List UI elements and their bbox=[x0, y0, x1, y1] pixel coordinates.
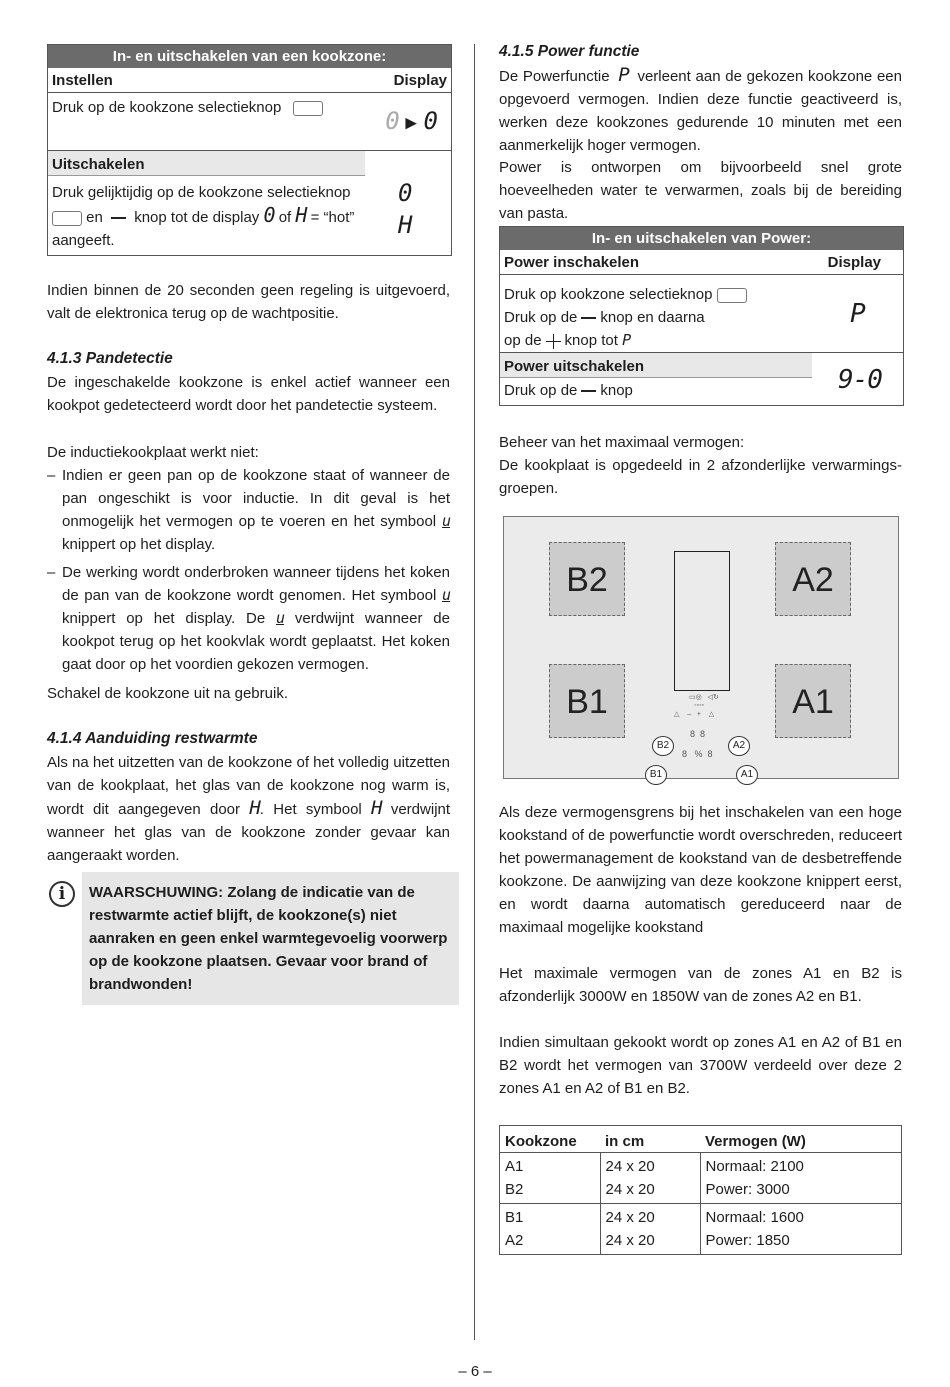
plus-icon bbox=[546, 334, 561, 349]
circle-label-a2: A2 bbox=[728, 736, 750, 756]
zone-name: A2 bbox=[505, 1232, 524, 1249]
symbol-h: H bbox=[249, 797, 260, 819]
zone-size: 24 x 20 bbox=[605, 1209, 655, 1226]
column-divider bbox=[474, 44, 475, 1340]
table-header-row bbox=[48, 68, 451, 93]
zone-name: A1 bbox=[505, 1158, 524, 1175]
row2-line2 bbox=[52, 204, 362, 229]
select-key-icon bbox=[293, 101, 323, 116]
rest-text-c: verdwijnt wanneer het glas van de kookzone zonder gevaar kan aangeraakt worden. bbox=[47, 801, 451, 864]
power-in-text bbox=[504, 283, 747, 352]
power-uit-l4b-text: knop bbox=[600, 382, 633, 399]
bullet2-text-b: knippert op het display. De bbox=[62, 610, 266, 627]
warning-box bbox=[82, 872, 459, 1005]
pan-symbol: u bbox=[441, 586, 450, 604]
cell-power bbox=[700, 1204, 902, 1255]
col-display: Display bbox=[827, 254, 881, 271]
rest-text-b: . Het symbool bbox=[259, 801, 362, 818]
symbol-zero: 0 bbox=[263, 203, 275, 227]
cooktop-diagram bbox=[503, 516, 899, 779]
row-uitschakelen bbox=[48, 151, 451, 255]
power-table-header bbox=[500, 250, 903, 275]
power-uit-l4-text: Druk op de bbox=[504, 382, 578, 399]
para-restwarmte bbox=[47, 751, 450, 867]
pan-symbol: u bbox=[441, 512, 450, 530]
col-instellen: Instellen bbox=[52, 72, 113, 89]
power-in-l3-text: op de bbox=[504, 332, 542, 349]
circle-label-b2: B2 bbox=[652, 736, 674, 756]
zone-name: B1 bbox=[505, 1209, 524, 1226]
col-vermogen: Vermogen (W) bbox=[700, 1126, 902, 1153]
control-digits-icon: 8 % 8 bbox=[682, 749, 713, 759]
row1-text: Druk op de kookzone selectieknop bbox=[52, 99, 282, 116]
heading-restwarmte: 4.1.4 Aanduiding restwarmte bbox=[47, 730, 258, 747]
arrow-right-icon: ▶ bbox=[405, 114, 417, 132]
para-wachtpositie: Indien binnen de 20 seconden geen regeling is uitgevoerd, valt de elektronica terug op de wachtpositie. bbox=[47, 282, 450, 322]
cell-size bbox=[600, 1204, 700, 1255]
col-power-inschakelen: Power inschakelen bbox=[504, 254, 640, 271]
col-in-cm: in cm bbox=[600, 1126, 700, 1153]
zone-power: Normaal: 2100 bbox=[705, 1158, 804, 1175]
col-kookzone: Kookzone bbox=[500, 1126, 601, 1153]
zone-a1: A1 bbox=[775, 664, 851, 738]
power-table bbox=[499, 226, 904, 406]
para-werkt-niet: De inductiekookplaat werkt niet: bbox=[47, 444, 259, 461]
bullet-list bbox=[47, 464, 450, 681]
bullet-geen-pan bbox=[47, 464, 450, 556]
page-number: – 6 – bbox=[458, 1363, 492, 1380]
power-in-l3b-text: knop tot bbox=[564, 332, 618, 349]
info-icon: i bbox=[49, 881, 75, 907]
heading-pandetectie: 4.1.3 Pandetectie bbox=[47, 350, 173, 367]
power-in-l1-text: Druk op kookzone selectieknop bbox=[504, 286, 713, 303]
para-beheer-title: Beheer van het maximaal vermogen: bbox=[499, 434, 745, 451]
para-beheer: De kookplaat is opgedeeld in 2 afzonderlijke verwarmings-groepen. bbox=[499, 457, 902, 497]
minus-icon bbox=[111, 217, 126, 219]
display-digit-on: 0 bbox=[423, 107, 437, 135]
power-in-l2b-text: knop en daarna bbox=[600, 309, 705, 326]
para-schakel-uit: Schakel de kookzone uit na gebruik. bbox=[47, 685, 288, 702]
control-dots-icon: ◦◦◦◦ bbox=[694, 702, 704, 709]
row-power-in bbox=[500, 275, 903, 353]
row2-line3: aangeeft. bbox=[52, 232, 115, 249]
para-power bbox=[499, 64, 902, 157]
minus-icon bbox=[581, 390, 596, 392]
control-lock-icon: △ – + △ bbox=[674, 711, 715, 718]
zone-name: B2 bbox=[505, 1181, 524, 1198]
power-in-l3 bbox=[504, 329, 747, 352]
table-row bbox=[500, 1153, 902, 1204]
zone-b2: B2 bbox=[549, 542, 625, 616]
pan-symbol: u bbox=[276, 609, 285, 627]
zone-b1: B1 bbox=[549, 664, 625, 738]
row2-line1: Druk gelijktijdig op de kookzone selectieknop bbox=[52, 184, 351, 201]
row1-text-wrap bbox=[52, 99, 323, 116]
para-maximaal: Het maximale vermogen van de zones A1 en B2 is afzonderlijk 3000W en 1850W van de zones A2 en B1. bbox=[499, 965, 902, 1005]
zone-power: Normaal: 1600 bbox=[705, 1209, 804, 1226]
cell-size bbox=[600, 1153, 700, 1204]
row-power-uit bbox=[500, 353, 903, 405]
power-symbol: P bbox=[622, 331, 631, 349]
table-row bbox=[500, 1204, 902, 1255]
para-simultaan: Indien simultaan gekookt wordt op zones A1 en A2 of B1 en B2 wordt het vermogen van 3700W verdeeld over deze 2 zones A1 en A2 of B1 en B2. bbox=[499, 1034, 902, 1097]
para-power-pasta: Power is ontworpen om bijvoorbeeld snel grote hoeveelheden water te verwarmen, zoals bij de bereiding van pasta. bbox=[499, 159, 902, 222]
control-indicator-icon: ▭◎ ◁↻ bbox=[689, 694, 719, 701]
circle-label-b1: B1 bbox=[645, 765, 667, 785]
zone-power: Power: 3000 bbox=[705, 1181, 790, 1198]
para-pandetectie: De ingeschakelde kookzone is enkel actief wanneer een kookpot gedetecteerd wordt door het pandetectie systeem. bbox=[47, 374, 450, 414]
symbol-h: H bbox=[371, 797, 382, 819]
col-display: Display bbox=[393, 72, 447, 89]
control-digits-icon: 8 8 bbox=[690, 729, 706, 739]
warning-text: WAARSCHUWING: Zolang de indicatie van de restwarmte actief blijft, de kookzone(s) niet aanraken en geen enkel warmtegevoelig voorwerp op de kookzone plaatsen. Gevaar voor brand of brandwonden! bbox=[89, 884, 448, 993]
power-symbol: P bbox=[618, 64, 629, 86]
row1-display bbox=[385, 107, 437, 136]
power-in-l2 bbox=[504, 306, 747, 329]
display-digit-off: 0 bbox=[385, 107, 399, 135]
select-key-icon bbox=[52, 211, 82, 226]
row2-knop: knop tot de display bbox=[134, 209, 260, 226]
kookzone-table bbox=[47, 44, 452, 256]
bullet-onderbroken bbox=[47, 561, 450, 676]
zone-power: Power: 1850 bbox=[705, 1232, 790, 1249]
uitschakelen-label: Uitschakelen bbox=[48, 151, 365, 176]
row2-hot: = “hot” bbox=[310, 209, 355, 226]
zone-size: 24 x 20 bbox=[605, 1181, 655, 1198]
table-header-row bbox=[500, 1126, 902, 1153]
power-uit-label: Power uitschakelen bbox=[500, 353, 812, 378]
cell-zone bbox=[500, 1153, 601, 1204]
select-key-icon bbox=[717, 288, 747, 303]
table-title: In- en uitschakelen van een kookzone: bbox=[48, 45, 451, 68]
zone-size: 24 x 20 bbox=[605, 1158, 655, 1175]
heading-power: 4.1.5 Power functie bbox=[499, 43, 640, 60]
rest-text-a: Als na het uitzetten van de kookzone of het volledig uitzetten van de kookplaat, het glas van de kookzone nog warm is, wordt dit aangegeven door bbox=[47, 754, 450, 818]
power-in-l1 bbox=[504, 283, 747, 306]
cell-zone bbox=[500, 1204, 601, 1255]
bullet1-text-a: Indien er geen pan op de kookzone staat of wanneer de pan ongeschikt is voor inductie. In dit geval is het onmogelijk het vermogen op te voeren en het symbool bbox=[62, 467, 450, 530]
circle-label-a1: A1 bbox=[736, 765, 758, 785]
symbol-h: H bbox=[295, 203, 307, 227]
row-aanzetten bbox=[48, 93, 451, 151]
row2-en: en bbox=[86, 209, 103, 226]
zone-size: 24 x 20 bbox=[605, 1232, 655, 1249]
power-table-title: In- en uitschakelen van Power: bbox=[500, 227, 903, 250]
power-in-l2-text: Druk op de bbox=[504, 309, 578, 326]
row2-text bbox=[52, 181, 362, 252]
bullet2-text-a: De werking wordt onderbroken wanneer tijdens het koken de pan van de kookzone wordt genomen. Het symbool bbox=[62, 564, 450, 604]
minus-icon bbox=[581, 317, 596, 319]
power-text-b: verleent aan de gekozen kookzone een opgevoerd vermogen. Indien deze functie geactiveerd is, werken deze kookzones gedurende 10 minuten met een aanmerkelijk hoger vermogen. bbox=[499, 68, 902, 154]
power-uit-text bbox=[504, 382, 633, 399]
display-power-p: P bbox=[850, 299, 865, 329]
power-text-a: De Powerfunctie bbox=[499, 68, 610, 85]
cell-power bbox=[700, 1153, 902, 1204]
display-power-off: 9-0 bbox=[838, 365, 882, 395]
bullet2-text-c: verdwijnt wanneer de kookpot terug op het kookvlak wordt geplaatst. Het koken gaat door op het voordien gekozen vermogen. bbox=[62, 610, 450, 673]
row2-display bbox=[398, 177, 411, 241]
display-h: H bbox=[398, 211, 412, 239]
row2-of: of bbox=[278, 209, 292, 226]
para-vermogensgrens: Als deze vermogensgrens bij het inschakelen van een hoge kookstand of de powerfunctie wordt overschreden, reduceert het powermanagement de kookstand van de desbetreffende kookzone. De aanwijzing van deze kookzone knippert eerst, en wordt daarna automatisch gereduceerd naar de maximaal mogelijke kookstand bbox=[499, 804, 902, 936]
bullet1-text-b: knippert op het display. bbox=[62, 536, 216, 553]
flex-zone-outline bbox=[674, 551, 730, 691]
zone-power-table bbox=[499, 1125, 902, 1255]
display-zero: 0 bbox=[398, 179, 412, 207]
zone-a2: A2 bbox=[775, 542, 851, 616]
